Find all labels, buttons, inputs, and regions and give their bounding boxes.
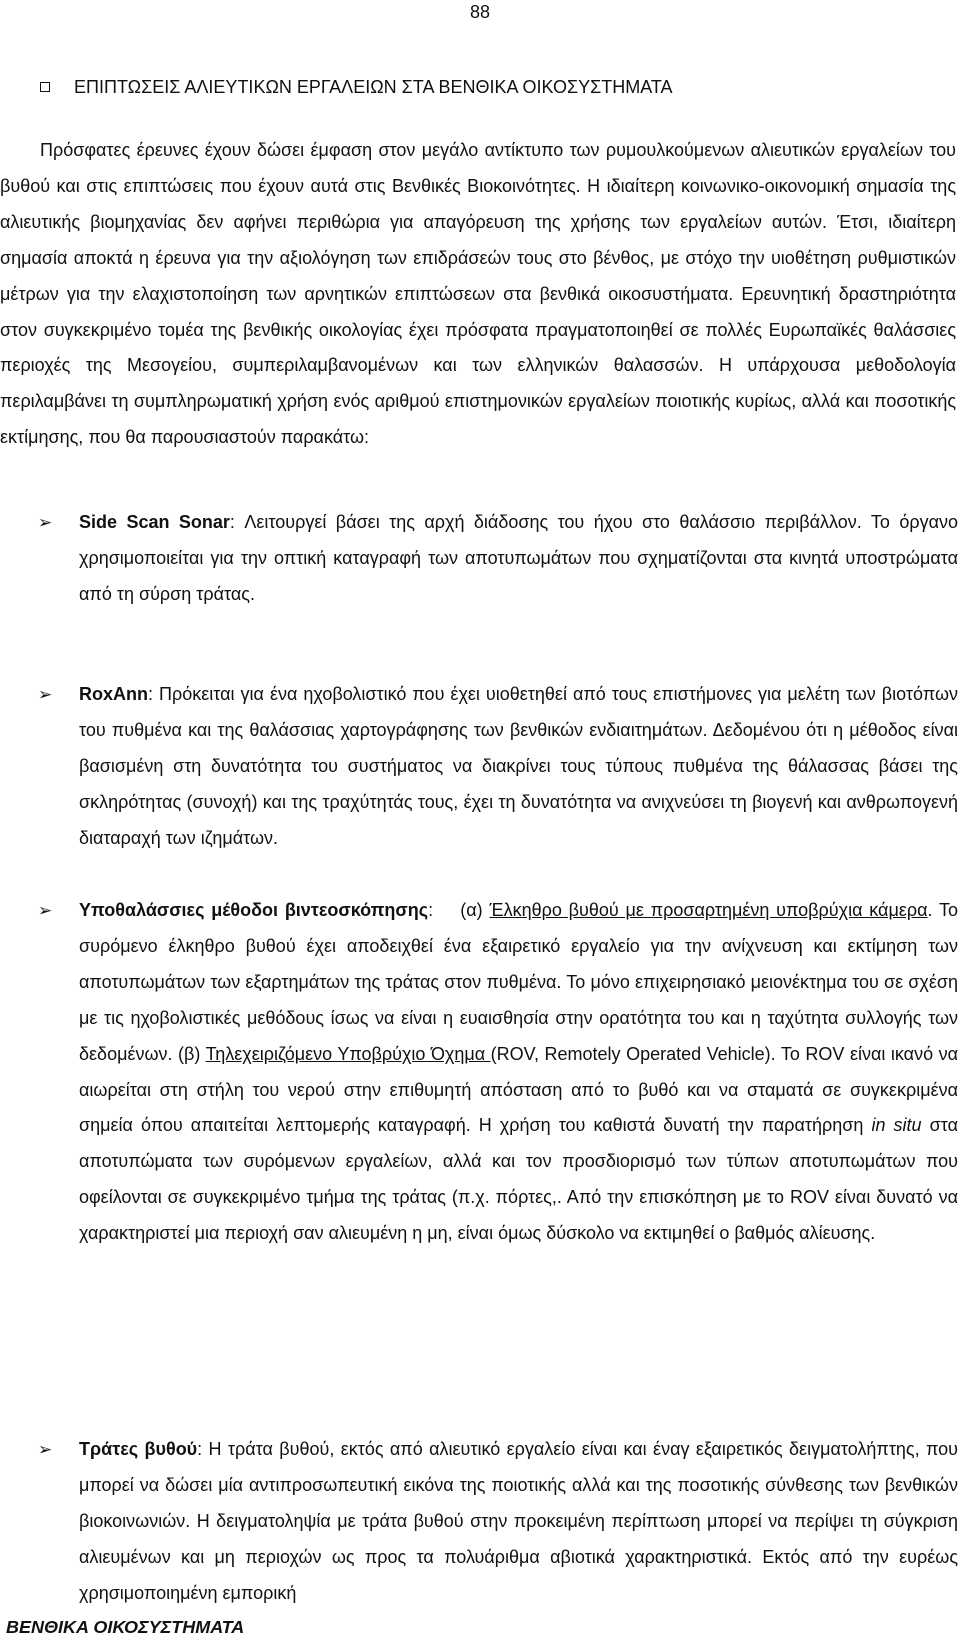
section-heading [40,76,673,98]
item-description: στα αποτυπώματα των συρόμενων εργαλείων, αλλά και τον προσδιορισμό των τύπων αποτυπωμάτων που οφείλονται σε συγκεκριμένο τμήμα της τράτας (π.χ. πόρτες,. Από την επισκόπηση με το ROV είναι δυνατό να χαρακτηριστεί μια περιοχή σαν αλιευμένη η μη, είναι όμως δύσκολο να εκτιμηθεί ο βαθμός αλίευσης. [79,1115,958,1244]
list-item [38,677,958,857]
item-term: RoxAnn [79,684,148,704]
list-item-text [79,1432,958,1612]
list-item [38,505,958,613]
section-heading-text: ΕΠΙΠΤΩΣΕΙΣ ΑΛΙΕΥΤΙΚΩΝ ΕΡΓΑΛΕΙΩΝ ΣΤΑ ΒΕΝΘΙΚΑ ΟΙΚΟΣΥΣΤΗΜΑΤΑ [74,77,673,97]
arrow-bullet-icon: ➢ [38,685,53,704]
list-item [38,893,958,1252]
item-term: Τράτες βυθού [79,1439,198,1459]
item-term: Side Scan Sonar [79,512,230,532]
item-link-rov: Τηλεχειριζόμενο Υποβρύχιο Όχημα [205,1043,491,1064]
arrow-bullet-icon: ➢ [38,1440,53,1459]
item-term: Υποθαλάσσιες μέθοδοι βιντεοσκόπησης [79,900,429,920]
list-item-text [79,677,958,857]
page-number: 88 [469,2,491,22]
intro-paragraph: Πρόσφατες έρευνες έχουν δώσει έμφαση στον μεγάλο αντίκτυπο των ρυμουλκούμενων αλιευτικών εργαλείων του βυθού και στις επιπτώσεις που έχουν αυτά στις Βενθικές Βιοκοινότητες. Η ιδιαίτερη κοινωνικο-οικονομική σημασία της αλιευτικής βιομηχανίας δεν αφήνει περιθώρια για απαγόρευση της χρήσης των εργαλείων αυτών. Έτσι, ιδιαίτερη σημασία αποκτά η έρευνα για την αξιολόγηση των επιδράσεών τους στο βένθος, με στόχο την υιοθέτηση ρυθμιστικών μέτρων για την ελαχιστοποίηση των αρνητικών επιπτώσεων στα βενθικά οικοσυστήματα. Ερευνητική δραστηριότητα στον συγκεκριμένο τομέα της βενθικής οικολογίας έχει πρόσφατα πραγματοποιηθεί σε πολλές Ευρωπαϊκές θαλάσσιες περιοχές της Μεσογείου, συμπεριλαμβανομένων και των ελληνικών θαλασσών. Η υπάρχουσα μεθοδολογία περιλαμβάνει τη συμπληρωματική χρήση ενός αριθμού επιστημονικών εργαλείων ποιοτικής κυρίως, αλλά και ποσοτικής εκτίμησης, που θα παρουσιαστούν παρακάτω: [0,140,956,448]
item-description: : (α) [428,900,490,920]
checkbox-bullet-icon [40,82,50,92]
arrow-bullet-icon: ➢ [38,901,53,920]
item-description: : Πρόκειται για ένα ηχοβολιστικό που έχει υιοθετηθεί από τους επιστήμονες για μελέτη των βιοτόπων του πυθμένα και της θαλάσσιας χαρτογράφησης των βενθικών ενδιαιτημάτων. Δεδομένου ότι η μέθοδος είναι βασισμένη στη δυνατότητα του συστήματος να διακρίνει τους τύπους πυθμένα της θάλασσας βάσει της σκληρότητας (συνοχή) και της τραχύτητάς τους, έχει τη δυνατότητα να ανιχνεύσει τη βιογενή και ανθρωπογενή διαταραχή των ιζημάτων. [79,684,958,848]
item-description: : Η τράτα βυθού, εκτός από αλιευτικό εργαλείο είναι και έναγ εξαιρετικός δειγματολήπτης, που μπορεί να δώσει μία αντιπροσωπευτική εικόνα της ποιοτικής αλλά και της ποσοτικής σύνθεσης των βενθικών βιοκοινωνιών. Η δειγματοληψία με τράτα βυθού στην προκειμένη περίπτωση μπορεί να περίψει τη σύγκριση αλιευμένων και μη περιοχών ως προς τα πολυάριθμα αβιοτικά χαρακτηριστικά. Εκτός από την ευρέως χρησιμοποιημένη εμπορική [79,1439,958,1603]
list-item-text [79,893,958,1252]
item-description: : Λειτουργεί βάσει της αρχή διάδοσης του ήχου στο θαλάσσιο περιβάλλον. Το όργανο χρησιμοποιείται για την οπτική καταγραφή των αποτυπωμάτων που σχηματίζονται στα κινητά υποστρώματα από τη σύρση τράτας. [79,512,958,604]
arrow-bullet-icon: ➢ [38,513,53,532]
item-description: . Το συρόμενο έλκηθρο βυθού έχει αποδειχθεί ένα εξαιρετικό εργαλείο για την ανίχνευση και εκτίμηση των αποτυπωμάτων των εξαρτημάτων της τράτας στον πυθμένα. Το μόνο επιχειρησιακό μειονέκτημα του σε σχέση με τις ηχοβολιστικές μεθόδους ίσως να είναι η ευαισθησία στην ορατότητα του και η ταχύτητα συλλογής των δεδομένων. (β) [79,900,958,1064]
item-link-sled-camera: Έλκηθρο βυθού με προσαρτημένη υποβρύχια κάμερα [489,900,928,920]
item-description: (ROV, Remotely Operated Vehicle). Το ROV είναι ικανό να αιωρείται στη στήλη του νερού στην επιθυμητή απόσταση από το βυθό και να σταματά σε συγκεκριμένα σημεία όπου απαιτείται λεπτομερής καταγραφή. Η χρήση του καθιστά δυνατή την παρατήρηση [79,1043,959,1136]
list-item-text [79,505,958,613]
item-italic-term: in situ [871,1115,922,1136]
list-item [38,1432,958,1612]
page-footer: ΒΕΝΘΙΚΑ ΟΙΚΟΣΥΣΤΗΜΑΤΑ [6,1617,245,1637]
